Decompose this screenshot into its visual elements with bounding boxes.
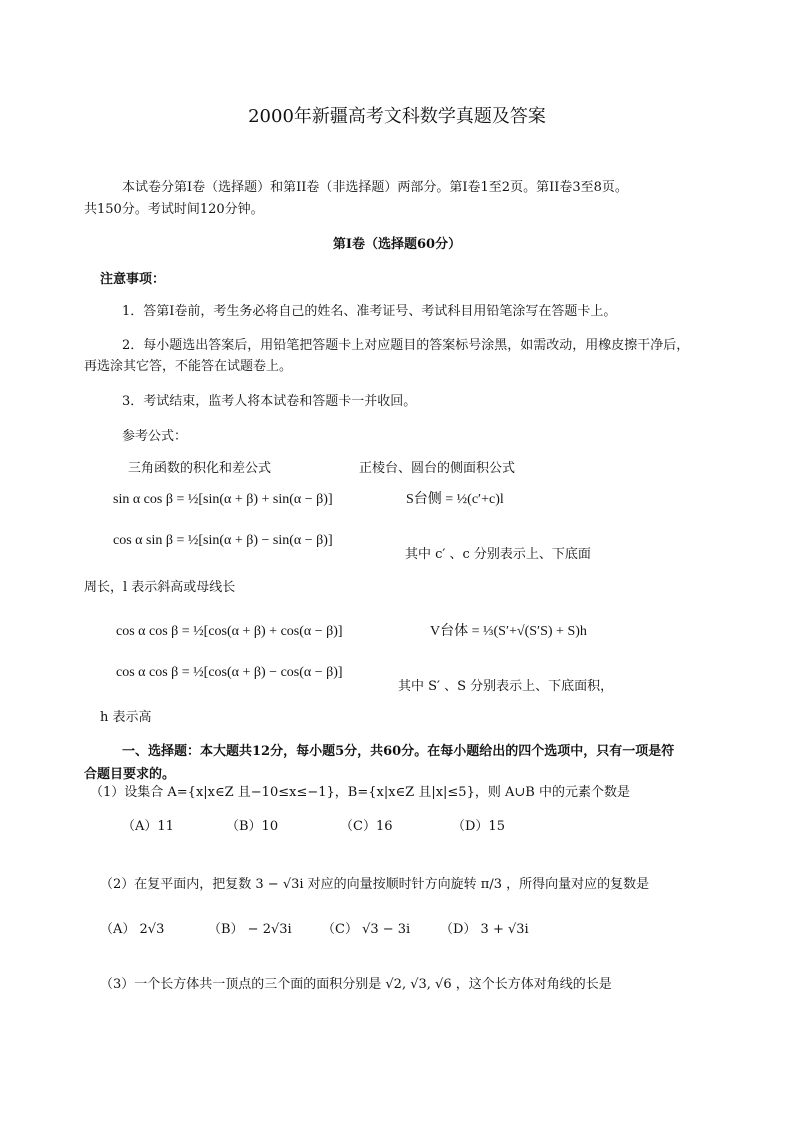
q2-option: （D） 3 + √3i bbox=[440, 922, 529, 937]
q2-option: （C） √3 − 3i bbox=[322, 922, 411, 937]
lateral-note: 其中 c′ 、c 分别表示上、下底面 bbox=[405, 547, 591, 562]
formulas-heading: 参考公式： bbox=[122, 429, 188, 444]
notice-heading: 注意事项： bbox=[100, 272, 166, 287]
trig-formula: cos α cos β = ½[cos(α + β) − cos(α − β)] bbox=[116, 665, 343, 680]
intro-line: 共150分。考试时间120分钟。 bbox=[84, 202, 264, 217]
volume-note: h 表示高 bbox=[100, 710, 152, 725]
lateral-note: 周长，l 表示斜高或母线长 bbox=[84, 580, 236, 595]
trig-formula: cos α cos β = ½[cos(α + β) + cos(α − β)] bbox=[116, 624, 343, 639]
question-2: （2）在复平面内，把复数 3 − √3i 对应的向量按顺时针方向旋转 π/3 ，所得向量对应的复数是 bbox=[100, 877, 650, 892]
q1-option: （A）11 bbox=[122, 819, 174, 834]
frustum-heading: 正棱台、圆台的侧面积公式 bbox=[359, 461, 516, 476]
section-heading: 第Ⅰ卷（选择题60分） bbox=[332, 237, 462, 252]
intro-line: 本试卷分第Ⅰ卷（选择题）和第II卷（非选择题）两部分。第Ⅰ卷1至2页。第II卷3至8页。 bbox=[122, 180, 628, 195]
lateral-area-formula: S台侧 = ½(c′+c)l bbox=[406, 492, 504, 507]
notice-item: 再选涂其它答，不能答在试题卷上。 bbox=[84, 359, 293, 374]
trig-heading: 三角函数的积化和差公式 bbox=[128, 461, 272, 476]
page-title: 2000年新疆高考文科数学真题及答案 bbox=[248, 106, 546, 127]
q1-option: （D）15 bbox=[452, 819, 505, 834]
volume-note: 其中 S′ 、S 分别表示上、下底面积， bbox=[398, 679, 614, 694]
q2-option: （A） 2√3 bbox=[100, 922, 165, 937]
q1-option: （B）10 bbox=[226, 819, 279, 834]
question-1: （1）设集合 A={x|x∈Z 且−10≤x≤−1}，B={x|x∈Z 且|x|≤5}，则 A∪B 中的元素个数是 bbox=[90, 785, 630, 800]
q2-option: （B） − 2√3i bbox=[208, 922, 292, 937]
trig-formula: sin α cos β = ½[sin(α + β) + sin(α − β)] bbox=[113, 492, 333, 507]
q1-option: （C）16 bbox=[340, 819, 393, 834]
part1-heading: 合题目要求的。 bbox=[84, 767, 176, 782]
question-3: （3）一个长方体共一顶点的三个面的面积分别是 √2, √3, √6 ，这个长方体对角线的长是 bbox=[100, 977, 612, 992]
part1-heading: 一、选择题：本大题共12分，每小题5分，共60分。在每小题给出的四个选项中，只有一项是符 bbox=[122, 744, 675, 759]
volume-formula: V台体 = ⅓(S′+√(S′S) + S)h bbox=[430, 624, 587, 639]
notice-item: 2．每小题选出答案后，用铅笔把答题卡上对应题目的答案标号涂黑，如需改动，用橡皮擦干净后， bbox=[122, 338, 690, 353]
notice-item: 1．答第Ⅰ卷前，考生务必将自己的姓名、准考证号、考试科目用铅笔涂写在答题卡上。 bbox=[122, 304, 617, 319]
notice-item: 3．考试结束，监考人将本试卷和答题卡一并收回。 bbox=[122, 394, 417, 409]
trig-formula: cos α sin β = ½[sin(α + β) − sin(α − β)] bbox=[113, 533, 333, 548]
